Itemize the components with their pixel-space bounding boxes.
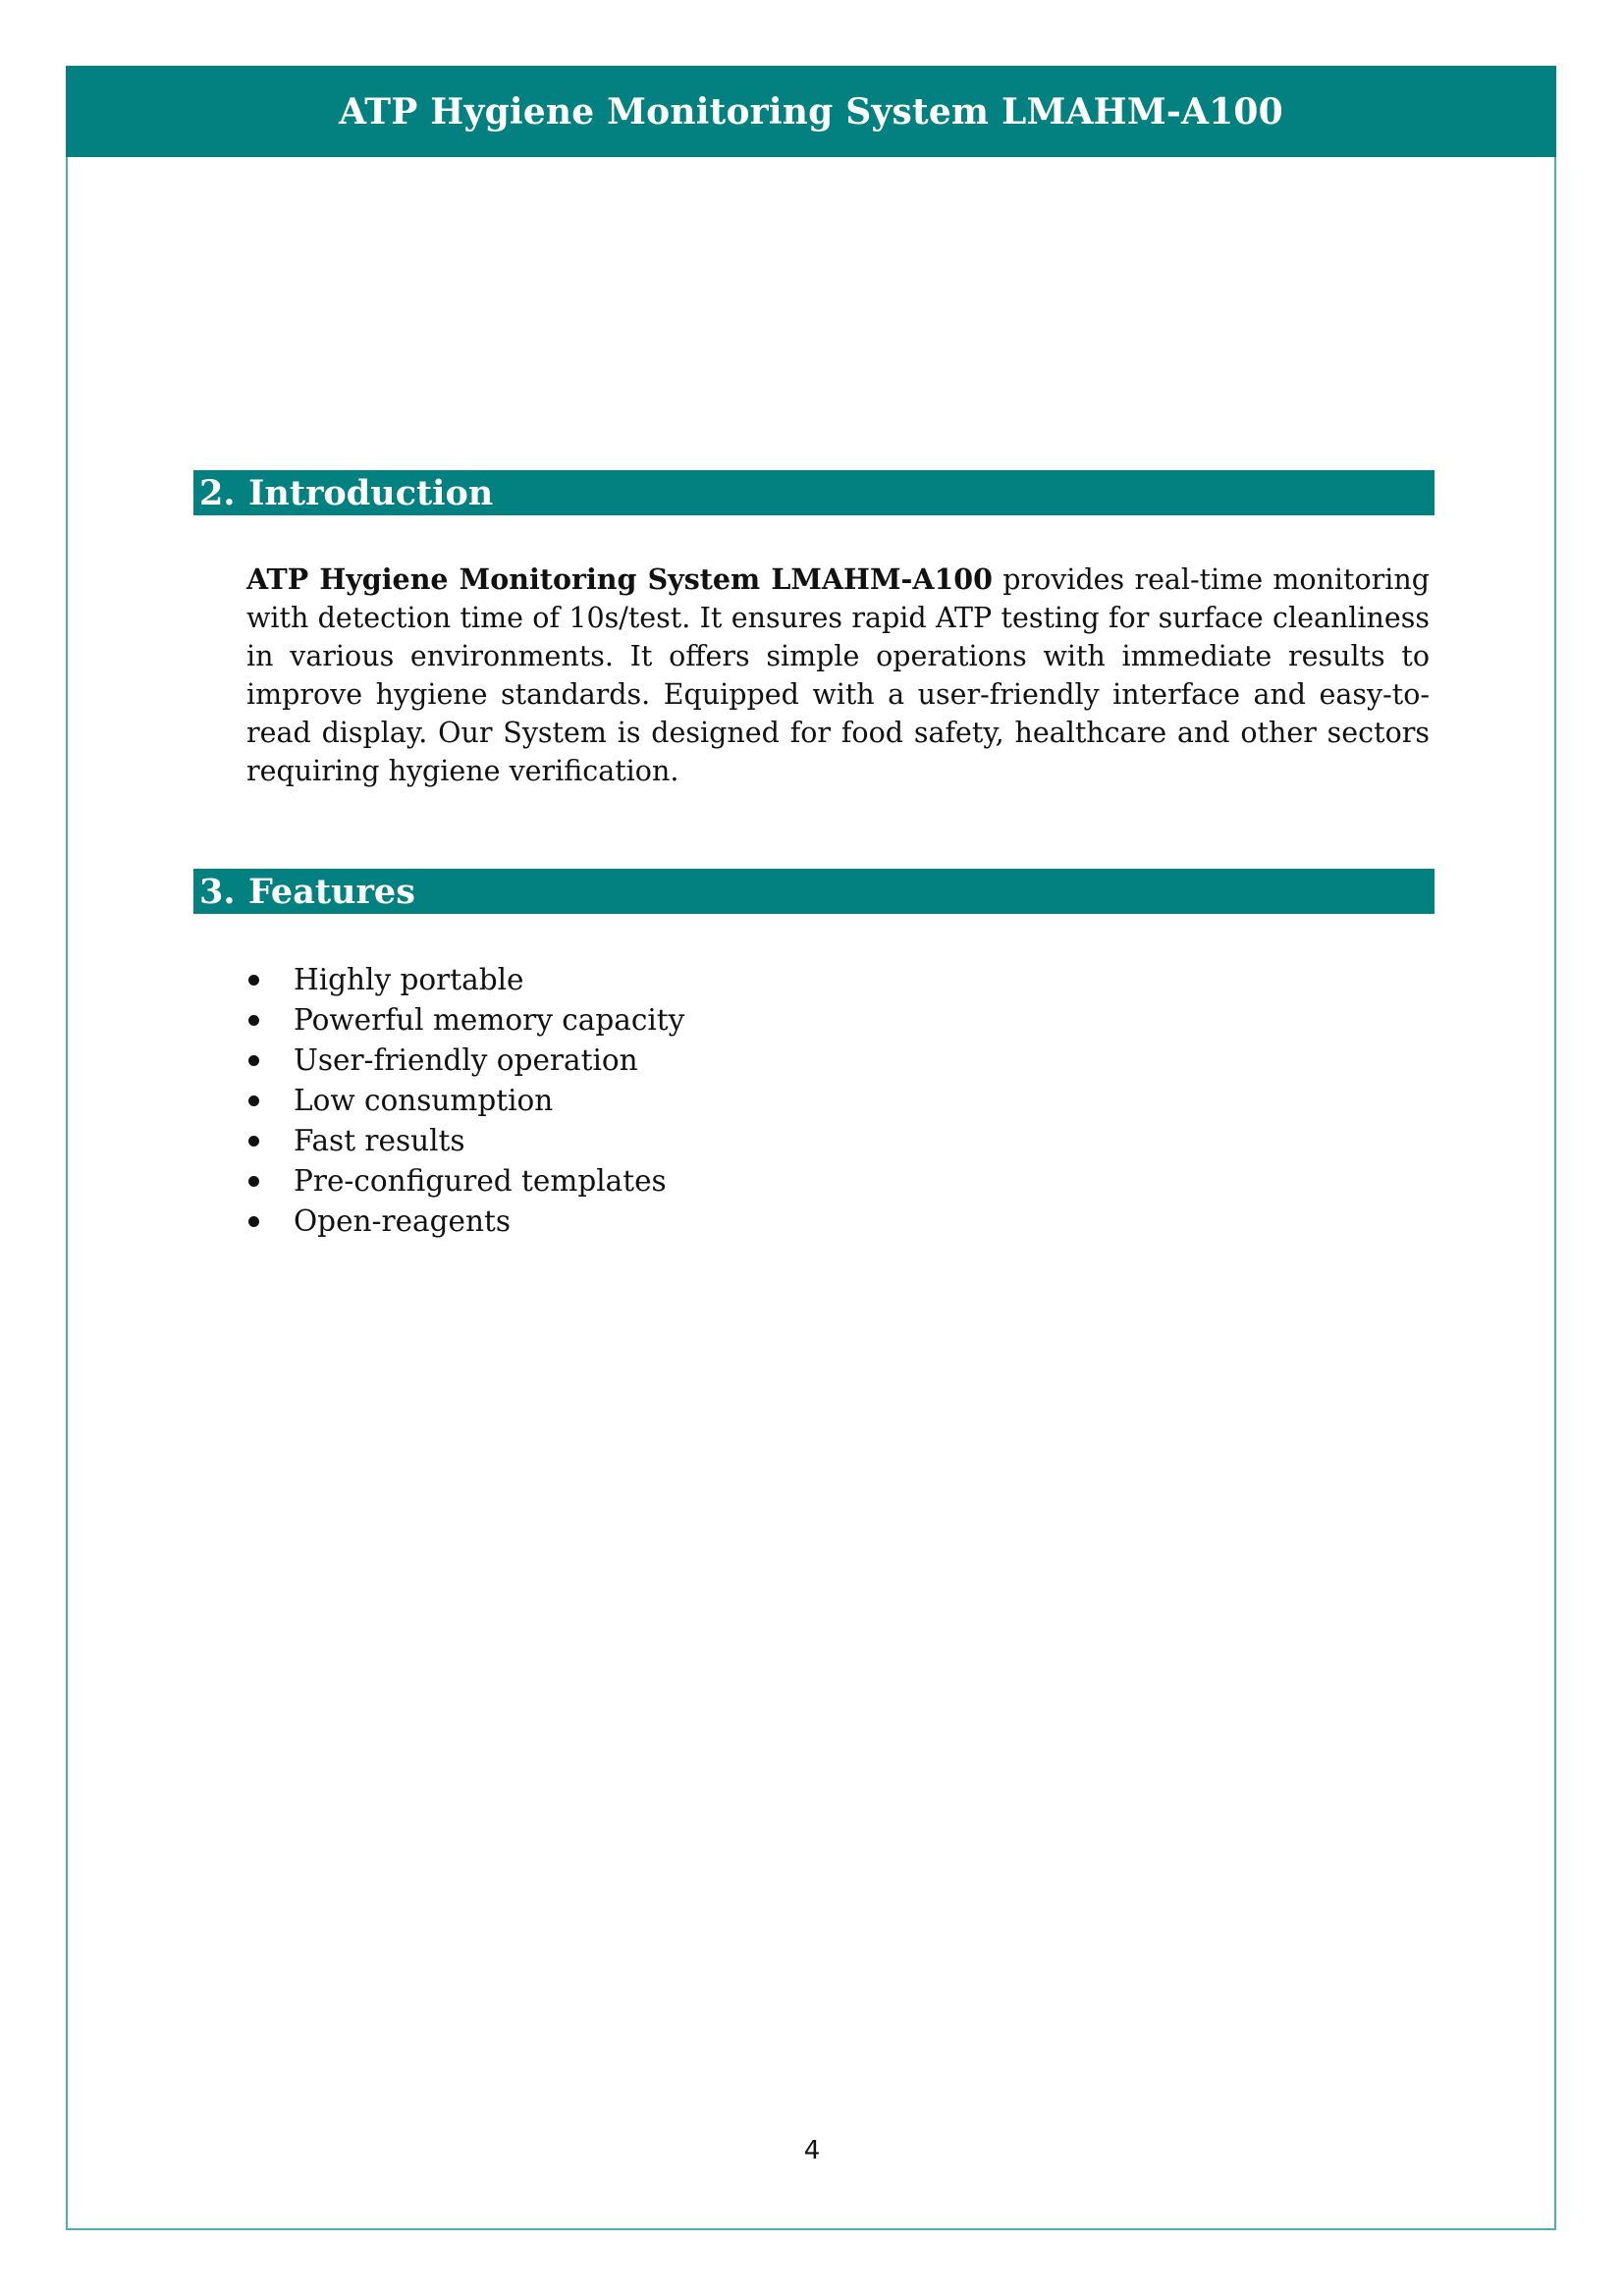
list-item: Highly portable xyxy=(246,960,1130,1000)
introduction-text: provides real-time monitoring with detection time of 10s/test. It ensures rapid ATP testing for surface cleanliness in various environments. It offers simple operations with immediate results to improve hygiene standards. Equipped with a user-friendly interface and easy-to-read display. Our System is designed for food safety, healthcare and other sectors requiring hygiene verification. xyxy=(246,563,1430,787)
section-number: 3. xyxy=(199,871,236,912)
list-item: Open-reagents xyxy=(246,1201,1130,1242)
list-item: Powerful memory capacity xyxy=(246,1000,1130,1041)
page-number: 4 xyxy=(803,2136,821,2165)
section-number: 2. xyxy=(199,472,236,513)
section-heading-introduction xyxy=(193,470,1435,515)
list-item: Fast results xyxy=(246,1121,1130,1161)
introduction-paragraph xyxy=(246,561,1430,790)
document-header xyxy=(66,66,1556,157)
section-title: Introduction xyxy=(248,472,494,513)
list-item: Pre-configured templates xyxy=(246,1161,1130,1201)
features-list xyxy=(246,960,1130,1242)
list-item: Low consumption xyxy=(246,1081,1130,1121)
section-title: Features xyxy=(248,871,415,912)
list-item: User-friendly operation xyxy=(246,1041,1130,1081)
product-name: ATP Hygiene Monitoring System LMAHM-A100 xyxy=(246,562,993,596)
document-title: ATP Hygiene Monitoring System LMAHM-A100 xyxy=(339,90,1283,133)
section-heading-features xyxy=(193,869,1435,914)
